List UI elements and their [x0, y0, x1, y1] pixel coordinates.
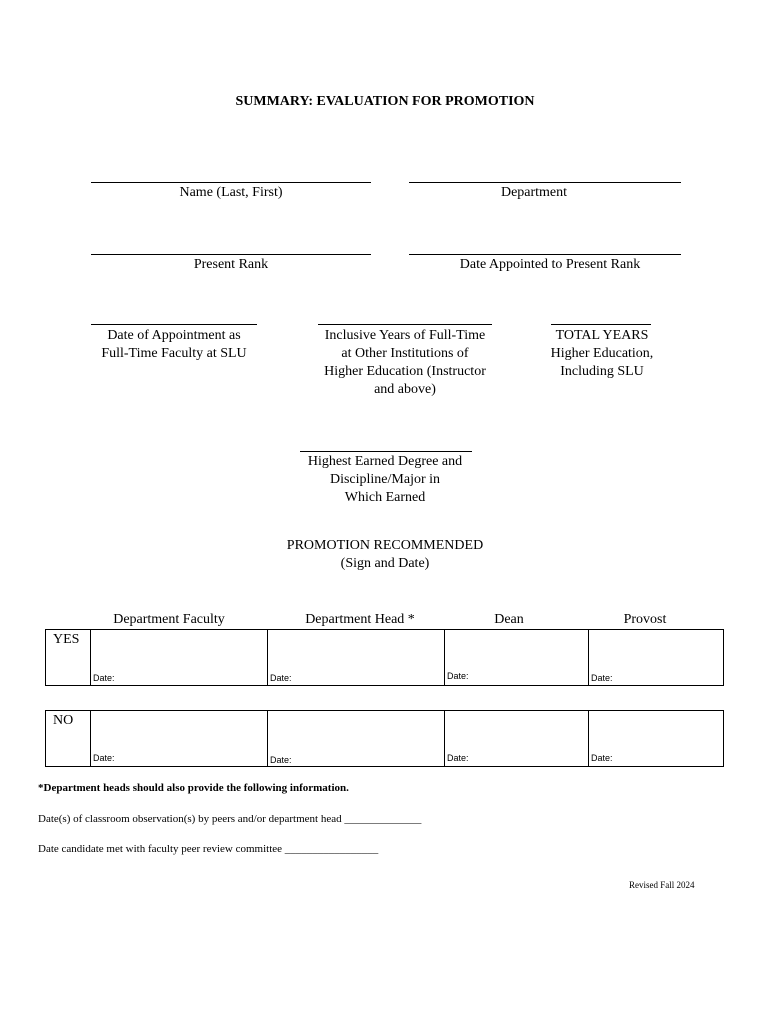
- column-provost: Provost: [623, 612, 667, 627]
- yes-provost-cell[interactable]: [588, 630, 724, 685]
- department-line[interactable]: [409, 182, 681, 183]
- yes-row: [45, 629, 724, 686]
- form-title: SUMMARY: EVALUATION FOR PROMOTION: [235, 94, 535, 109]
- peer-review-field[interactable]: Date candidate met with faculty peer review committee _________________: [38, 843, 379, 855]
- total-years-line[interactable]: [551, 324, 651, 325]
- date-label: Date:: [447, 671, 469, 681]
- total-years-label: TOTAL YEARS Higher Education, Including SLU: [550, 328, 654, 379]
- date-appointed-line[interactable]: [409, 254, 681, 255]
- name-line[interactable]: [91, 182, 371, 183]
- column-dean: Dean: [494, 612, 524, 627]
- revised-date: Revised Fall 2024: [629, 880, 695, 890]
- date-label: Date:: [93, 673, 115, 683]
- name-label: Name (Last, First): [179, 185, 283, 200]
- date-appointed-label: Date Appointed to Present Rank: [459, 257, 641, 272]
- observations-field[interactable]: Date(s) of classroom observation(s) by peers and/or department head ______________: [38, 813, 422, 825]
- date-label: Date:: [270, 755, 292, 765]
- yes-department-head-cell[interactable]: [267, 630, 445, 685]
- yes-row-label: YES: [53, 632, 80, 647]
- department-label: Department: [500, 185, 568, 200]
- inclusive-years-label: Inclusive Years of Full-Time at Other Institutions of Higher Education (Instructor and above): [324, 328, 486, 397]
- no-department-faculty-cell[interactable]: [90, 711, 268, 766]
- date-of-appointment-label: Date of Appointment as Full-Time Faculty at SLU: [101, 328, 247, 361]
- date-label: Date:: [591, 753, 613, 763]
- promotion-subheading: (Sign and Date): [340, 556, 430, 571]
- promotion-heading: PROMOTION RECOMMENDED: [286, 538, 484, 553]
- no-row: [45, 710, 724, 767]
- present-rank-line[interactable]: [91, 254, 371, 255]
- date-label: Date:: [93, 753, 115, 763]
- date-of-appointment-line[interactable]: [91, 324, 257, 325]
- no-dean-cell[interactable]: [444, 711, 589, 766]
- date-label: Date:: [591, 673, 613, 683]
- inclusive-years-line[interactable]: [318, 324, 492, 325]
- yes-dean-cell[interactable]: [444, 630, 589, 685]
- highest-degree-line[interactable]: [300, 451, 472, 452]
- dept-heads-note: *Department heads should also provide the following information.: [38, 782, 349, 794]
- no-provost-cell[interactable]: [588, 711, 724, 766]
- date-label: Date:: [447, 753, 469, 763]
- column-department-faculty: Department Faculty: [113, 612, 225, 627]
- column-department-head: Department Head *: [305, 612, 415, 627]
- date-label: Date:: [270, 673, 292, 683]
- yes-department-faculty-cell[interactable]: [90, 630, 268, 685]
- highest-degree-label: Highest Earned Degree and Discipline/Major in Which Earned: [307, 454, 463, 505]
- no-department-head-cell[interactable]: [267, 711, 445, 766]
- no-row-label: NO: [53, 713, 74, 728]
- present-rank-label: Present Rank: [193, 257, 269, 272]
